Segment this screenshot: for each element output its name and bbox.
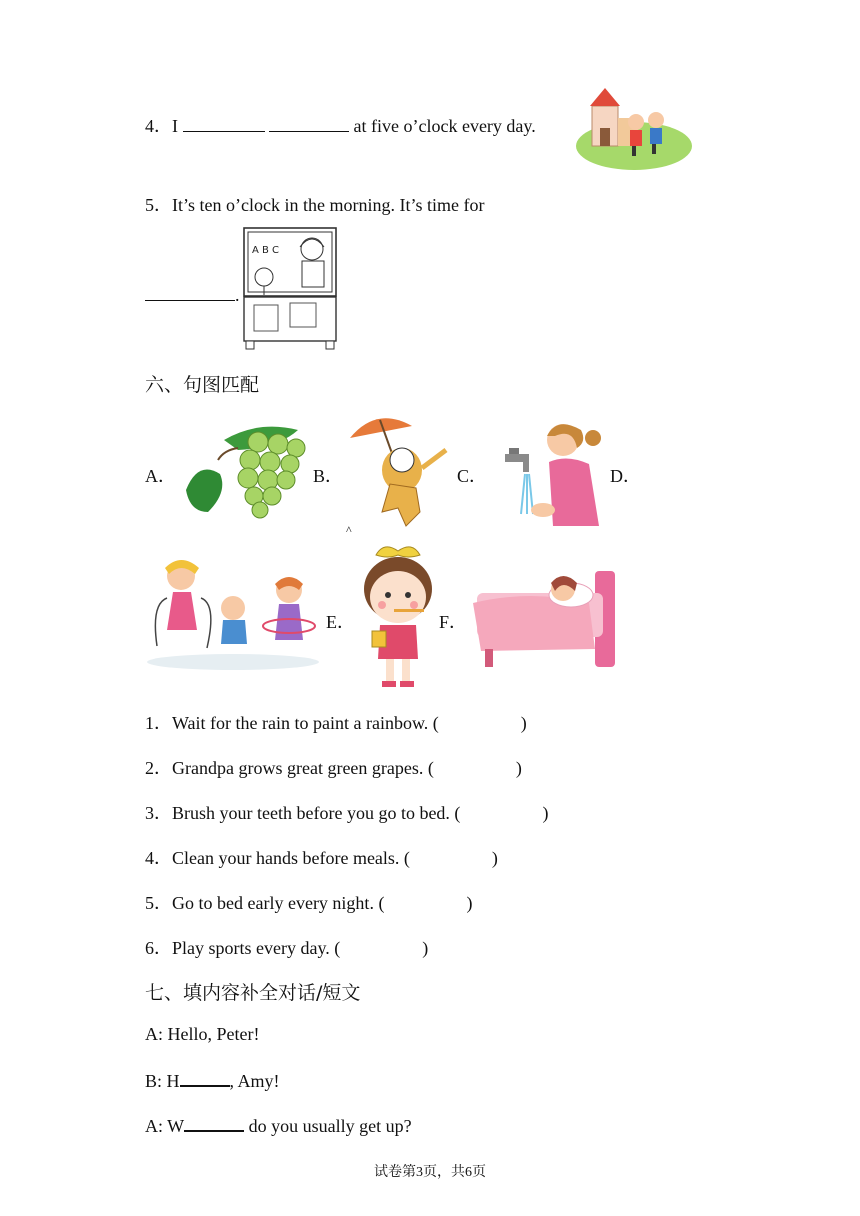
sentence-text: Brush your teeth before you go to bed. ( <box>172 803 461 823</box>
sentence-number: 3． <box>145 803 172 823</box>
sentence-4 <box>145 844 498 870</box>
sentence-3 <box>145 799 548 825</box>
answer-blank[interactable] <box>180 1069 230 1087</box>
dialogue-text: , Amy! <box>229 1071 280 1091</box>
sentence-text: Play sports every day. ( <box>172 938 341 958</box>
caret-mark: ^ <box>346 523 352 537</box>
sentence-text: Wait for the rain to paint a rainbow. ( <box>172 713 439 733</box>
question-text: at five o’clock every day. <box>353 116 536 136</box>
sentence-number: 1． <box>145 713 172 733</box>
answer-slot[interactable] <box>434 758 516 774</box>
option-letter-c: C． <box>457 466 488 486</box>
answer-slot[interactable] <box>460 803 542 819</box>
paren-close: ) <box>515 758 522 778</box>
question-text: It’s ten o’clock in the morning. It’s time for <box>172 195 485 215</box>
sentence-text: Go to bed early every night. ( <box>172 893 385 913</box>
page-footer: 试卷第3页，共6页 <box>374 1165 486 1180</box>
question-text: I <box>172 116 178 136</box>
paren-close: ) <box>542 803 549 823</box>
dialogue-text: B: H <box>145 1071 180 1091</box>
paren-close: ) <box>422 938 429 958</box>
answer-slot[interactable] <box>410 848 492 864</box>
classroom-teacher-picture <box>242 225 338 351</box>
sentence-number: 4． <box>145 848 172 868</box>
grapes-picture <box>178 420 314 520</box>
section-6-heading: 六、句图匹配 <box>145 374 260 396</box>
question-4 <box>145 112 536 138</box>
sentence-6 <box>145 934 428 960</box>
answer-blank[interactable] <box>269 115 349 132</box>
sleeping-in-bed-picture <box>471 563 621 669</box>
paren-close: ) <box>466 893 473 913</box>
sentence-number: 5． <box>145 893 172 913</box>
option-letter-f: F． <box>439 612 468 632</box>
brushing-teeth-picture <box>354 541 442 691</box>
answer-blank[interactable] <box>184 1114 244 1132</box>
sentence-5 <box>145 889 472 915</box>
question-number: 4． <box>145 116 172 136</box>
sentence-text: Clean your hands before meals. ( <box>172 848 410 868</box>
sentence-1 <box>145 709 527 735</box>
paren-close: ) <box>520 713 527 733</box>
option-letter-d: D． <box>610 466 641 486</box>
rain-umbrella-picture <box>346 408 456 528</box>
answer-slot[interactable] <box>439 713 521 729</box>
dialogue-text: do you usually get up? <box>244 1116 412 1136</box>
sentence-2 <box>145 754 522 780</box>
answer-slot[interactable] <box>340 938 422 954</box>
sentence-number: 2． <box>145 758 172 778</box>
sentence-number: 6． <box>145 938 172 958</box>
question-number: 5． <box>145 195 172 215</box>
sentence-text: Grandpa grows great green grapes. ( <box>172 758 434 778</box>
dialogue-line-1 <box>145 1024 259 1045</box>
paren-close: ) <box>491 848 498 868</box>
section-7-heading: 七、填内容补全对话/短文 <box>145 982 361 1004</box>
dialogue-line-2 <box>145 1069 280 1092</box>
dialogue-text: A: Hello, Peter! <box>145 1024 260 1044</box>
dialogue-line-3 <box>145 1114 412 1137</box>
option-letter-a: A． <box>145 466 176 486</box>
kids-playing-sports-picture <box>143 554 323 674</box>
option-letter-e: E． <box>326 612 355 632</box>
school-children-picture <box>572 78 692 174</box>
period: . <box>235 285 240 305</box>
answer-blank[interactable] <box>183 115 265 132</box>
answer-blank[interactable] <box>145 284 235 301</box>
question-5 <box>145 191 484 217</box>
dialogue-text: A: W <box>145 1116 185 1136</box>
abc-board-text: A B C <box>252 245 280 256</box>
question-5-answer <box>145 284 240 306</box>
answer-slot[interactable] <box>384 893 466 909</box>
option-letter-b: B． <box>313 466 344 486</box>
washing-hands-picture <box>497 414 611 530</box>
